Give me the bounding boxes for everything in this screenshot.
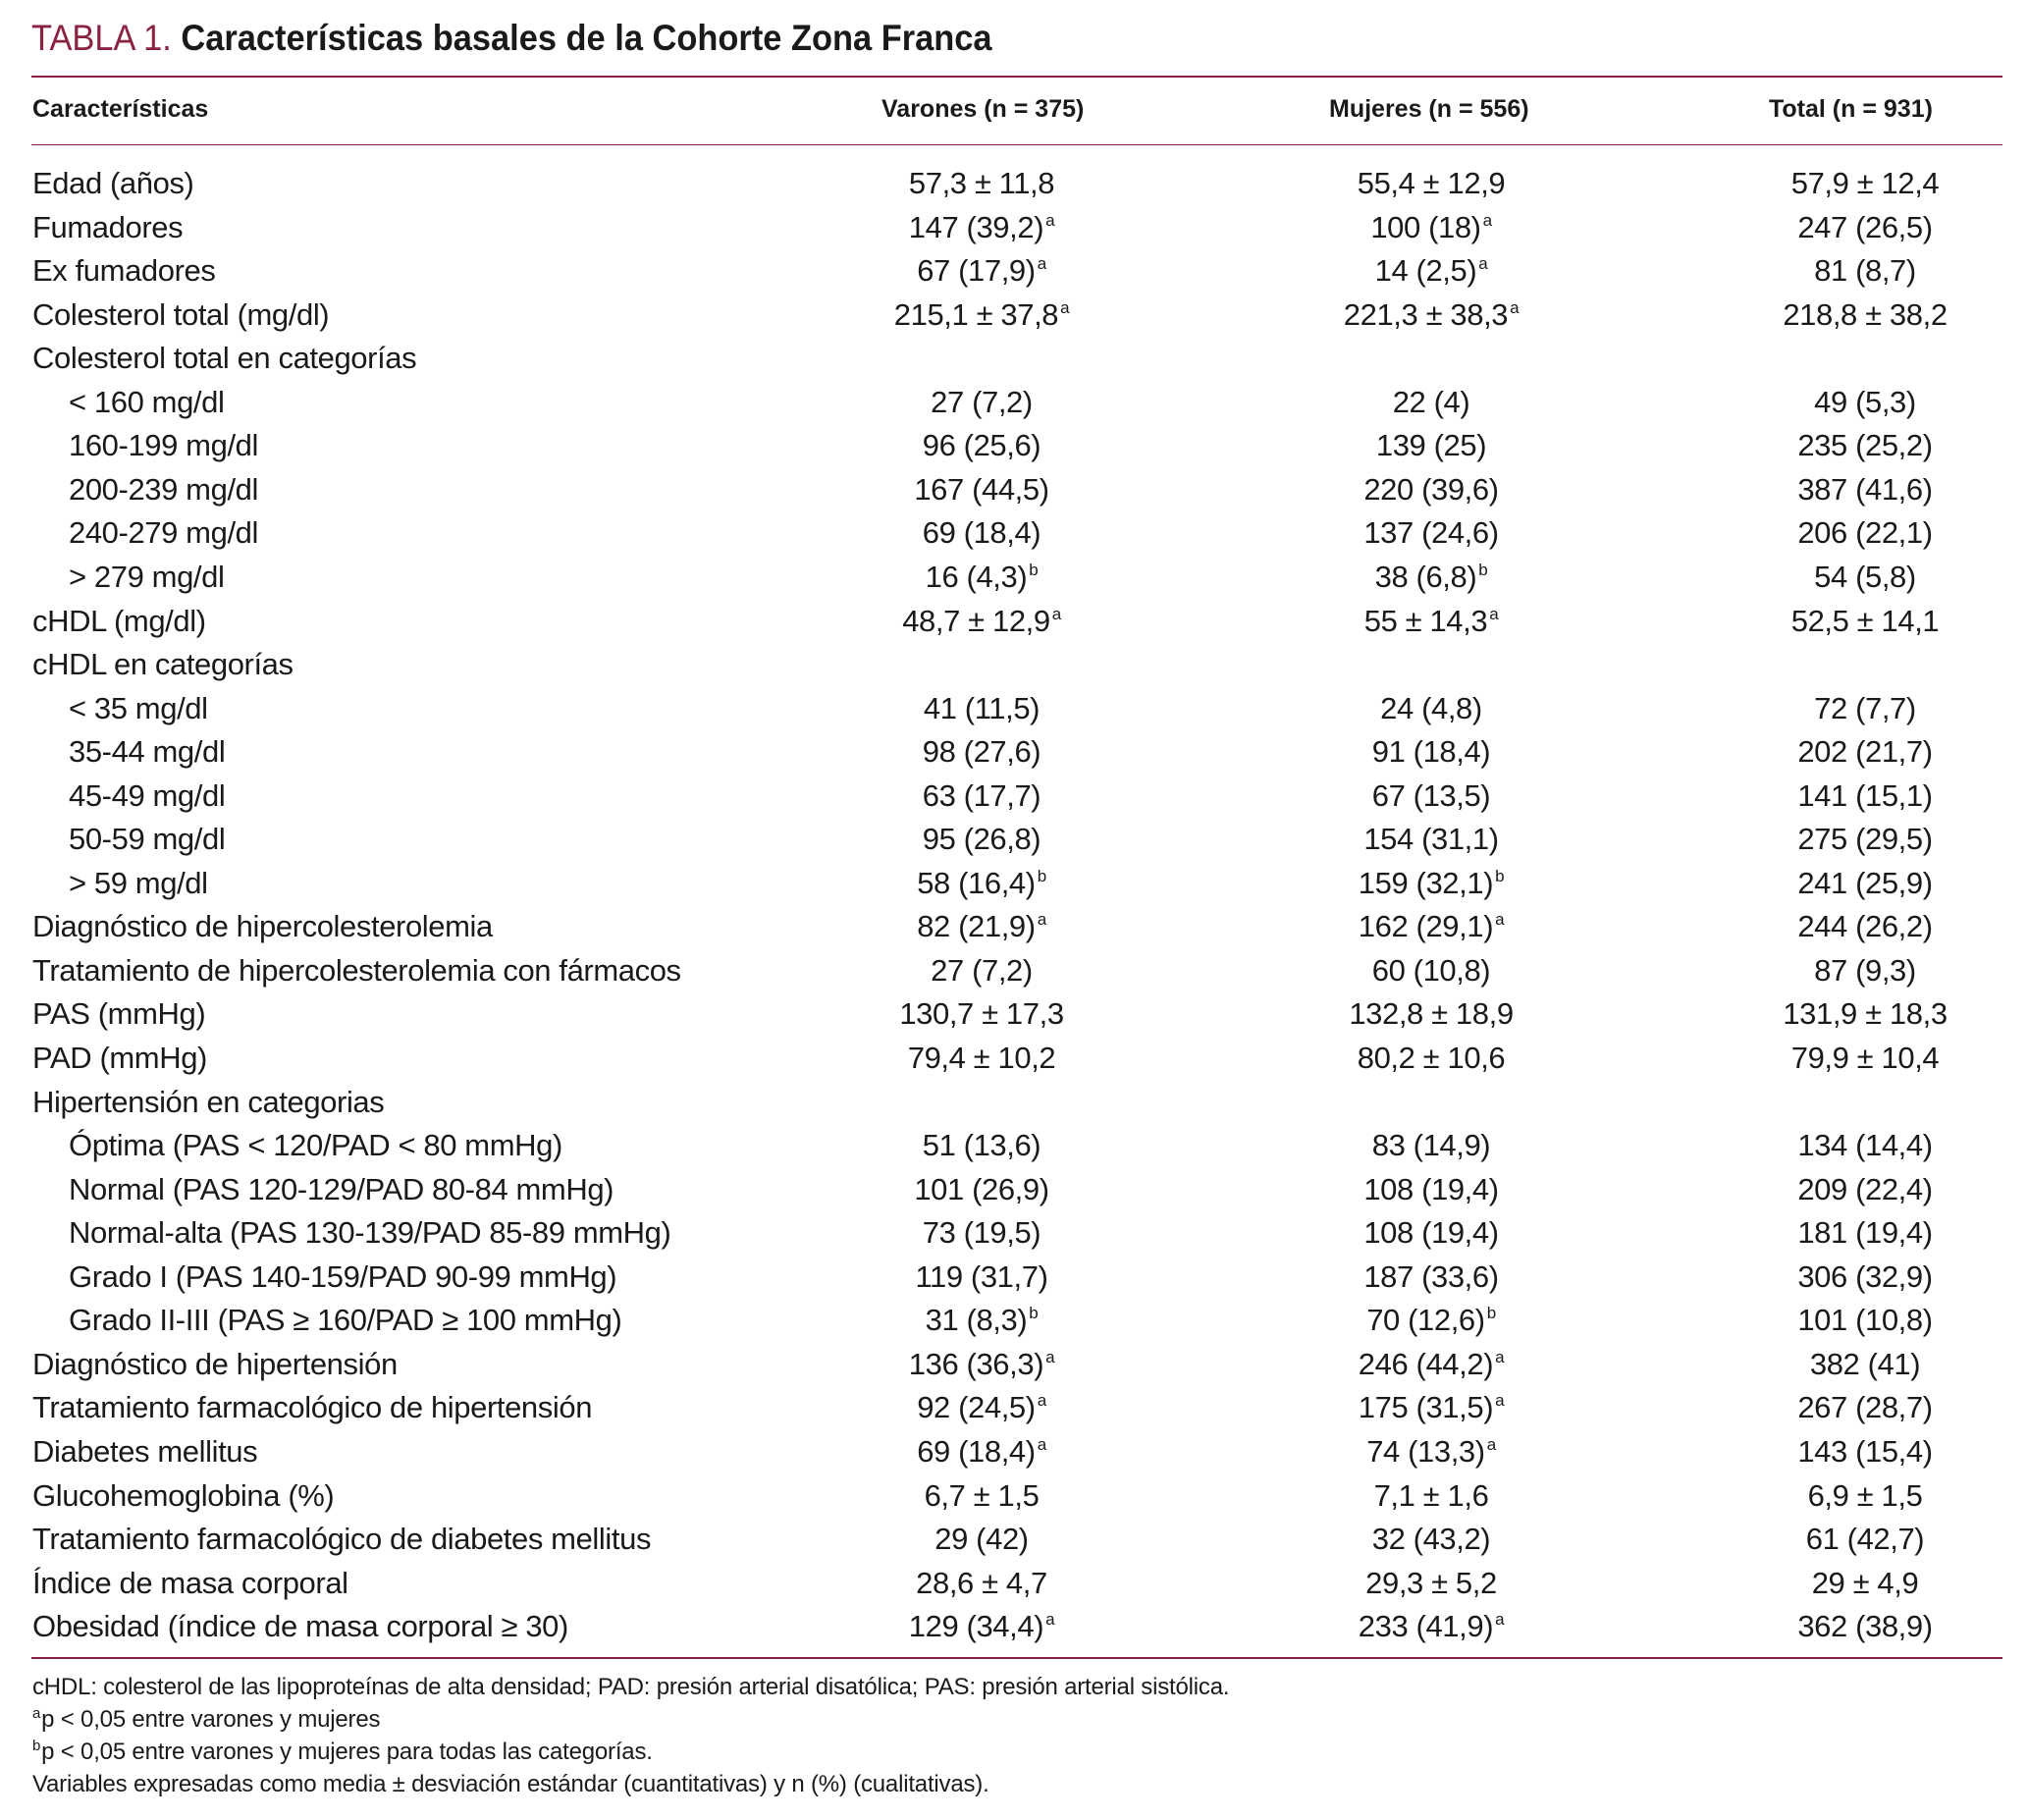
cell-value: 215,1 ± 37,8 [893,296,1059,332]
significance-mark: a [1489,604,1499,623]
row-label: Colesterol total en categorías [32,341,417,376]
cell-value: 61 (42,7) [1805,1522,1925,1557]
row-label: PAS (mmHg) [32,996,206,1032]
cell-value: 91 (18,4) [1371,734,1491,770]
cell-value: 233 (41,9) [1358,1609,1494,1644]
cell-mujeres [1235,862,1628,905]
cell-total [1669,1168,2028,1211]
bottom-rule [31,1657,2002,1659]
row-label: cHDL en categorías [32,647,294,682]
cell-value: 382 (41) [1809,1346,1921,1381]
row-label: Ex fumadores [32,253,216,289]
footnote-variables: Variables expresadas como media ± desviación estándar (cuantitativas) y n (%) (cualitativas). [32,1771,989,1797]
cell-value: 130,7 ± 17,3 [899,996,1064,1032]
cell-value: 69 (18,4) [917,1433,1036,1469]
cell-mujeres [1235,687,1628,730]
cell-value: 92 (24,5) [917,1390,1036,1425]
cell-value: 22 (4) [1392,384,1470,419]
cell-varones [785,687,1178,730]
cell-value: 235 (25,2) [1797,428,1933,463]
row-label: Tratamiento farmacológico de hipertensión [32,1390,593,1425]
row-label: 240-279 mg/dl [69,515,258,551]
cell-varones [785,1562,1178,1605]
cell-mujeres [1235,1430,1628,1473]
cell-value: 7,1 ± 1,6 [1373,1477,1489,1513]
cell-total [1669,249,2028,293]
row-label: Índice de masa corporal [32,1565,348,1600]
cell-mujeres [1235,294,1628,337]
footnote-b-text: p < 0,05 entre varones y mujeres para todas las categorías. [41,1739,653,1765]
header-characteristics: Características [32,95,209,123]
row-label: Tratamiento de hipercolesterolemia con fármacos [32,952,681,988]
cell-value: 14 (2,5) [1374,253,1477,289]
cell-varones [785,1299,1178,1342]
cell-varones [785,1605,1178,1648]
cell-value: 159 (32,1) [1358,865,1494,900]
cell-varones [785,775,1178,818]
cell-total [1669,862,2028,905]
significance-mark: b [1029,560,1039,579]
cell-value: 38 (6,8) [1374,559,1477,594]
row-label: 160-199 mg/dl [69,428,258,463]
cell-varones [785,294,1178,337]
significance-mark: b [1495,866,1505,885]
cell-mujeres [1235,600,1628,643]
significance-mark: a [1051,604,1061,623]
table-row [0,468,2028,511]
cell-varones [785,949,1178,992]
cell-value: 247 (26,5) [1797,209,1933,244]
cell-value: 275 (29,5) [1797,822,1933,857]
cell-value: 218,8 ± 38,2 [1783,296,1948,332]
footnote-a-text: p < 0,05 entre varones y mujeres [41,1706,381,1733]
significance-mark: a [1045,210,1055,230]
table-row [0,511,2028,555]
table-row [0,643,2028,686]
row-label: Normal-alta (PAS 130-139/PAD 85-89 mmHg) [69,1215,671,1251]
table-row [0,1081,2028,1124]
cell-mujeres [1235,556,1628,599]
table-row [0,775,2028,818]
cell-varones [785,162,1178,205]
cell-value: 6,7 ± 1,5 [924,1477,1040,1513]
cell-value: 24 (4,8) [1380,690,1482,725]
cell-mujeres [1235,1211,1628,1255]
cell-mujeres [1235,1256,1628,1299]
significance-mark: a [1478,254,1488,274]
cell-value: 41 (11,5) [923,690,1041,725]
cell-total [1669,424,2028,467]
cell-mujeres [1235,775,1628,818]
header-varones: Varones (n = 375) [881,95,1085,123]
cell-total [1669,468,2028,511]
table-row [0,1430,2028,1473]
row-label: Normal (PAS 120-129/PAD 80-84 mmHg) [69,1171,614,1206]
cell-varones [785,1430,1178,1473]
cell-value: 108 (19,4) [1363,1171,1499,1206]
cell-value: 83 (14,9) [1371,1128,1491,1163]
cell-varones [785,600,1178,643]
cell-varones [785,206,1178,249]
cell-varones [785,730,1178,774]
cell-value: 147 (39,2) [908,209,1044,244]
cell-mujeres [1235,1518,1628,1561]
cell-value: 27 (7,2) [931,952,1033,988]
significance-mark: a [1045,1610,1055,1630]
significance-mark: a [1060,297,1070,317]
cell-varones [785,862,1178,905]
cell-value: 167 (44,5) [914,471,1049,507]
footnote-b [32,1736,1229,1768]
significance-mark: a [1495,1347,1505,1366]
cell-mujeres [1235,730,1628,774]
cell-value: 136 (36,3) [908,1346,1044,1381]
cell-varones [785,1211,1178,1255]
cell-value: 82 (21,9) [917,909,1036,944]
cell-total [1669,992,2028,1036]
cell-value: 220 (39,6) [1363,471,1499,507]
table-row [0,1474,2028,1518]
significance-mark: a [1037,254,1046,274]
row-label: 50-59 mg/dl [69,822,226,857]
cell-varones [785,905,1178,948]
row-label: 35-44 mg/dl [69,734,226,770]
significance-mark: a [1510,297,1520,317]
row-label: Fumadores [32,209,184,244]
cell-value: 79,4 ± 10,2 [907,1041,1056,1075]
cell-value: 29 ± 4,9 [1811,1565,1919,1600]
cell-value: 139 (25) [1375,428,1487,463]
cell-total [1669,511,2028,555]
cell-value: 246 (44,2) [1358,1346,1494,1381]
cell-value: 81 (8,7) [1814,253,1916,289]
cell-value: 16 (4,3) [925,559,1028,594]
cell-value: 57,3 ± 11,8 [908,166,1055,200]
table-row [0,992,2028,1036]
significance-mark: a [1037,1434,1046,1454]
cell-total [1669,905,2028,948]
row-label: < 160 mg/dl [69,384,225,419]
significance-mark: a [1495,910,1505,930]
table-row [0,862,2028,905]
significance-mark: b [1037,866,1046,885]
cell-value: 31 (8,3) [925,1303,1028,1338]
cell-value: 387 (41,6) [1797,471,1933,507]
row-label: Tratamiento farmacológico de diabetes mellitus [32,1522,652,1557]
cell-value: 244 (26,2) [1797,909,1933,944]
cell-value: 48,7 ± 12,9 [902,603,1050,638]
table-row [0,424,2028,467]
table-row [0,818,2028,861]
table-row [0,1168,2028,1211]
cell-value: 79,9 ± 10,4 [1790,1041,1940,1075]
cell-value: 28,6 ± 4,7 [916,1565,1047,1600]
table-row [0,249,2028,293]
cell-varones [785,424,1178,467]
cell-total [1669,556,2028,599]
cell-mujeres [1235,424,1628,467]
cell-mujeres [1235,1299,1628,1342]
cell-value: 98 (27,6) [922,734,1041,770]
cell-total [1669,1474,2028,1518]
cell-value: 141 (15,1) [1797,777,1933,813]
cell-value: 52,5 ± 14,1 [1790,603,1940,638]
cell-total [1669,1605,2028,1648]
cell-value: 306 (32,9) [1797,1258,1933,1294]
row-label: Glucohemoglobina (%) [32,1477,335,1513]
cell-value: 221,3 ± 38,3 [1343,296,1509,332]
row-label: < 35 mg/dl [69,690,208,725]
cell-value: 119 (31,7) [915,1258,1048,1294]
table-row [0,1124,2028,1167]
cell-value: 241 (25,9) [1797,865,1933,900]
row-label: Óptima (PAS < 120/PAD < 80 mmHg) [69,1128,562,1163]
table-row [0,1518,2028,1561]
cell-total [1669,687,2028,730]
row-label: 200-239 mg/dl [69,471,258,507]
cell-total [1669,600,2028,643]
footnote-abbreviations: cHDL: colesterol de las lipoproteínas de alta densidad; PAD: presión arterial disatólica; PAS: presión arterial sistólica. [32,1674,1230,1700]
table-row [0,1343,2028,1386]
cell-total [1669,1124,2028,1167]
cell-value: 63 (17,7) [922,777,1041,813]
cell-value: 162 (29,1) [1358,909,1494,944]
cell-value: 60 (10,8) [1371,952,1491,988]
cell-total [1669,1343,2028,1386]
table-row [0,1211,2028,1255]
cell-value: 29,3 ± 5,2 [1365,1565,1497,1600]
row-label: Diabetes mellitus [32,1433,258,1469]
cell-total [1669,1430,2028,1473]
row-label: Edad (años) [32,166,194,200]
cell-total [1669,1386,2028,1429]
cell-mujeres [1235,381,1628,424]
cell-varones [785,556,1178,599]
cell-varones [785,511,1178,555]
cell-mujeres [1235,1343,1628,1386]
row-label: Colesterol total (mg/dl) [32,296,330,332]
cell-total [1669,381,2028,424]
table-row [0,556,2028,599]
cell-value: 73 (19,5) [922,1215,1041,1251]
cell-varones [785,1474,1178,1518]
cell-total [1669,818,2028,861]
cell-total [1669,1211,2028,1255]
cell-value: 175 (31,5) [1358,1390,1494,1425]
cell-varones [785,1124,1178,1167]
cell-mujeres [1235,206,1628,249]
cell-value: 129 (34,4) [908,1609,1044,1644]
row-label: Diagnóstico de hipertensión [32,1346,398,1381]
cell-value: 134 (14,4) [1797,1128,1933,1163]
cell-value: 69 (18,4) [922,515,1041,551]
cell-total [1669,1037,2028,1080]
cell-varones [785,1037,1178,1080]
cell-mujeres [1235,1168,1628,1211]
cell-varones [785,1168,1178,1211]
footnote-a [32,1703,1229,1736]
table-title [31,18,992,59]
table-row [0,1605,2028,1648]
cell-value: 54 (5,8) [1814,559,1916,594]
cell-value: 96 (25,6) [922,428,1041,463]
cell-mujeres [1235,992,1628,1036]
significance-mark: a [1045,1347,1055,1366]
table-row [0,905,2028,948]
table-row [0,1256,2028,1299]
significance-mark: a [1037,910,1046,930]
cell-varones [785,381,1178,424]
cell-value: 57,9 ± 12,4 [1790,166,1940,200]
cell-value: 29 (42) [934,1522,1029,1557]
cell-mujeres [1235,949,1628,992]
cell-value: 67 (17,9) [917,253,1036,289]
cell-value: 267 (28,7) [1797,1390,1933,1425]
cell-mujeres [1235,905,1628,948]
cell-value: 95 (26,8) [922,822,1041,857]
cell-value: 32 (43,2) [1371,1522,1491,1557]
cell-mujeres [1235,1605,1628,1648]
cell-value: 108 (19,4) [1363,1215,1499,1251]
cell-value: 209 (22,4) [1797,1171,1933,1206]
cell-value: 27 (7,2) [931,384,1033,419]
cell-total [1669,294,2028,337]
cell-value: 143 (15,4) [1797,1433,1933,1469]
cell-varones [785,249,1178,293]
cell-value: 55,4 ± 12,9 [1357,166,1506,200]
cell-total [1669,730,2028,774]
cell-total [1669,1518,2028,1561]
cell-varones [785,1343,1178,1386]
cell-mujeres [1235,511,1628,555]
cell-value: 58 (16,4) [917,865,1036,900]
cell-value: 74 (13,3) [1366,1433,1485,1469]
cell-value: 49 (5,3) [1814,384,1916,419]
table-row [0,949,2028,992]
table-name: Características basales de la Cohorte Zona Franca [181,18,992,58]
table-row [0,1299,2028,1342]
significance-mark: a [1486,1434,1496,1454]
cell-mujeres [1235,1037,1628,1080]
cell-value: 100 (18) [1370,209,1481,244]
row-label: > 59 mg/dl [69,865,208,900]
cell-value: 131,9 ± 18,3 [1783,996,1948,1032]
cell-value: 101 (10,8) [1797,1303,1933,1338]
table-row [0,162,2028,205]
cell-total [1669,949,2028,992]
cell-total [1669,206,2028,249]
cell-value: 55 ± 14,3 [1363,603,1488,638]
row-label: Hipertensión en categorias [32,1084,385,1119]
cell-varones [785,468,1178,511]
cell-value: 67 (13,5) [1371,777,1491,813]
row-label: > 279 mg/dl [69,559,225,594]
table-row [0,600,2028,643]
table-row [0,337,2028,380]
cell-value: 101 (26,9) [914,1171,1049,1206]
table-row [0,206,2028,249]
footnote-b-mark: b [32,1738,41,1754]
cell-value: 72 (7,7) [1814,690,1916,725]
cell-value: 187 (33,6) [1363,1258,1499,1294]
row-label: Grado II-III (PAS ≥ 160/PAD ≥ 100 mmHg) [69,1303,622,1338]
cell-value: 51 (13,6) [922,1128,1041,1163]
cell-total [1669,1299,2028,1342]
cell-mujeres [1235,249,1628,293]
table-row [0,687,2028,730]
cell-mujeres [1235,818,1628,861]
cell-value: 80,2 ± 10,6 [1357,1041,1506,1075]
cell-value: 154 (31,1) [1363,822,1499,857]
table-row [0,730,2028,774]
cell-mujeres [1235,468,1628,511]
table-row [0,1386,2028,1429]
cell-value: 70 (12,6) [1366,1303,1485,1338]
cell-value: 181 (19,4) [1797,1215,1933,1251]
cell-mujeres [1235,162,1628,205]
table-row [0,294,2028,337]
table-row [0,1562,2028,1605]
cell-value: 87 (9,3) [1814,952,1916,988]
row-label: Grado I (PAS 140-159/PAD 90-99 mmHg) [69,1258,617,1294]
row-label: cHDL (mg/dl) [32,603,206,638]
cell-varones [785,1256,1178,1299]
cell-value: 132,8 ± 18,9 [1349,996,1514,1032]
cell-value: 362 (38,9) [1797,1609,1933,1644]
significance-mark: a [1495,1610,1505,1630]
row-label: Obesidad (índice de masa corporal ≥ 30) [32,1609,568,1644]
cell-varones [785,818,1178,861]
cell-varones [785,1386,1178,1429]
significance-mark: b [1478,560,1488,579]
cell-mujeres [1235,1562,1628,1605]
significance-mark: b [1029,1304,1039,1323]
footnote-a-mark: a [32,1705,41,1722]
cell-value: 202 (21,7) [1797,734,1933,770]
cell-value: 137 (24,6) [1363,515,1499,551]
table-row [0,1037,2028,1080]
header-mujeres: Mujeres (n = 556) [1329,95,1529,123]
cell-total [1669,1562,2028,1605]
cell-mujeres [1235,1124,1628,1167]
significance-mark: a [1037,1391,1046,1411]
row-label: 45-49 mg/dl [69,777,226,813]
table-footnotes [32,1671,1229,1800]
significance-mark: a [1482,210,1492,230]
cell-total [1669,775,2028,818]
significance-mark: b [1486,1304,1496,1323]
cell-varones [785,1518,1178,1561]
cell-total [1669,162,2028,205]
top-rule [31,76,2002,78]
row-label: Diagnóstico de hipercolesterolemia [32,909,493,944]
table-number: TABLA 1. [31,18,172,58]
cell-total [1669,1256,2028,1299]
row-label: PAD (mmHg) [32,1041,207,1075]
cell-varones [785,992,1178,1036]
header-rule [31,144,2002,145]
table-row [0,381,2028,424]
significance-mark: a [1495,1391,1505,1411]
cell-value: 6,9 ± 1,5 [1807,1477,1923,1513]
cell-mujeres [1235,1386,1628,1429]
header-total: Total (n = 931) [1769,95,1933,123]
cell-value: 206 (22,1) [1797,515,1933,551]
cell-mujeres [1235,1474,1628,1518]
